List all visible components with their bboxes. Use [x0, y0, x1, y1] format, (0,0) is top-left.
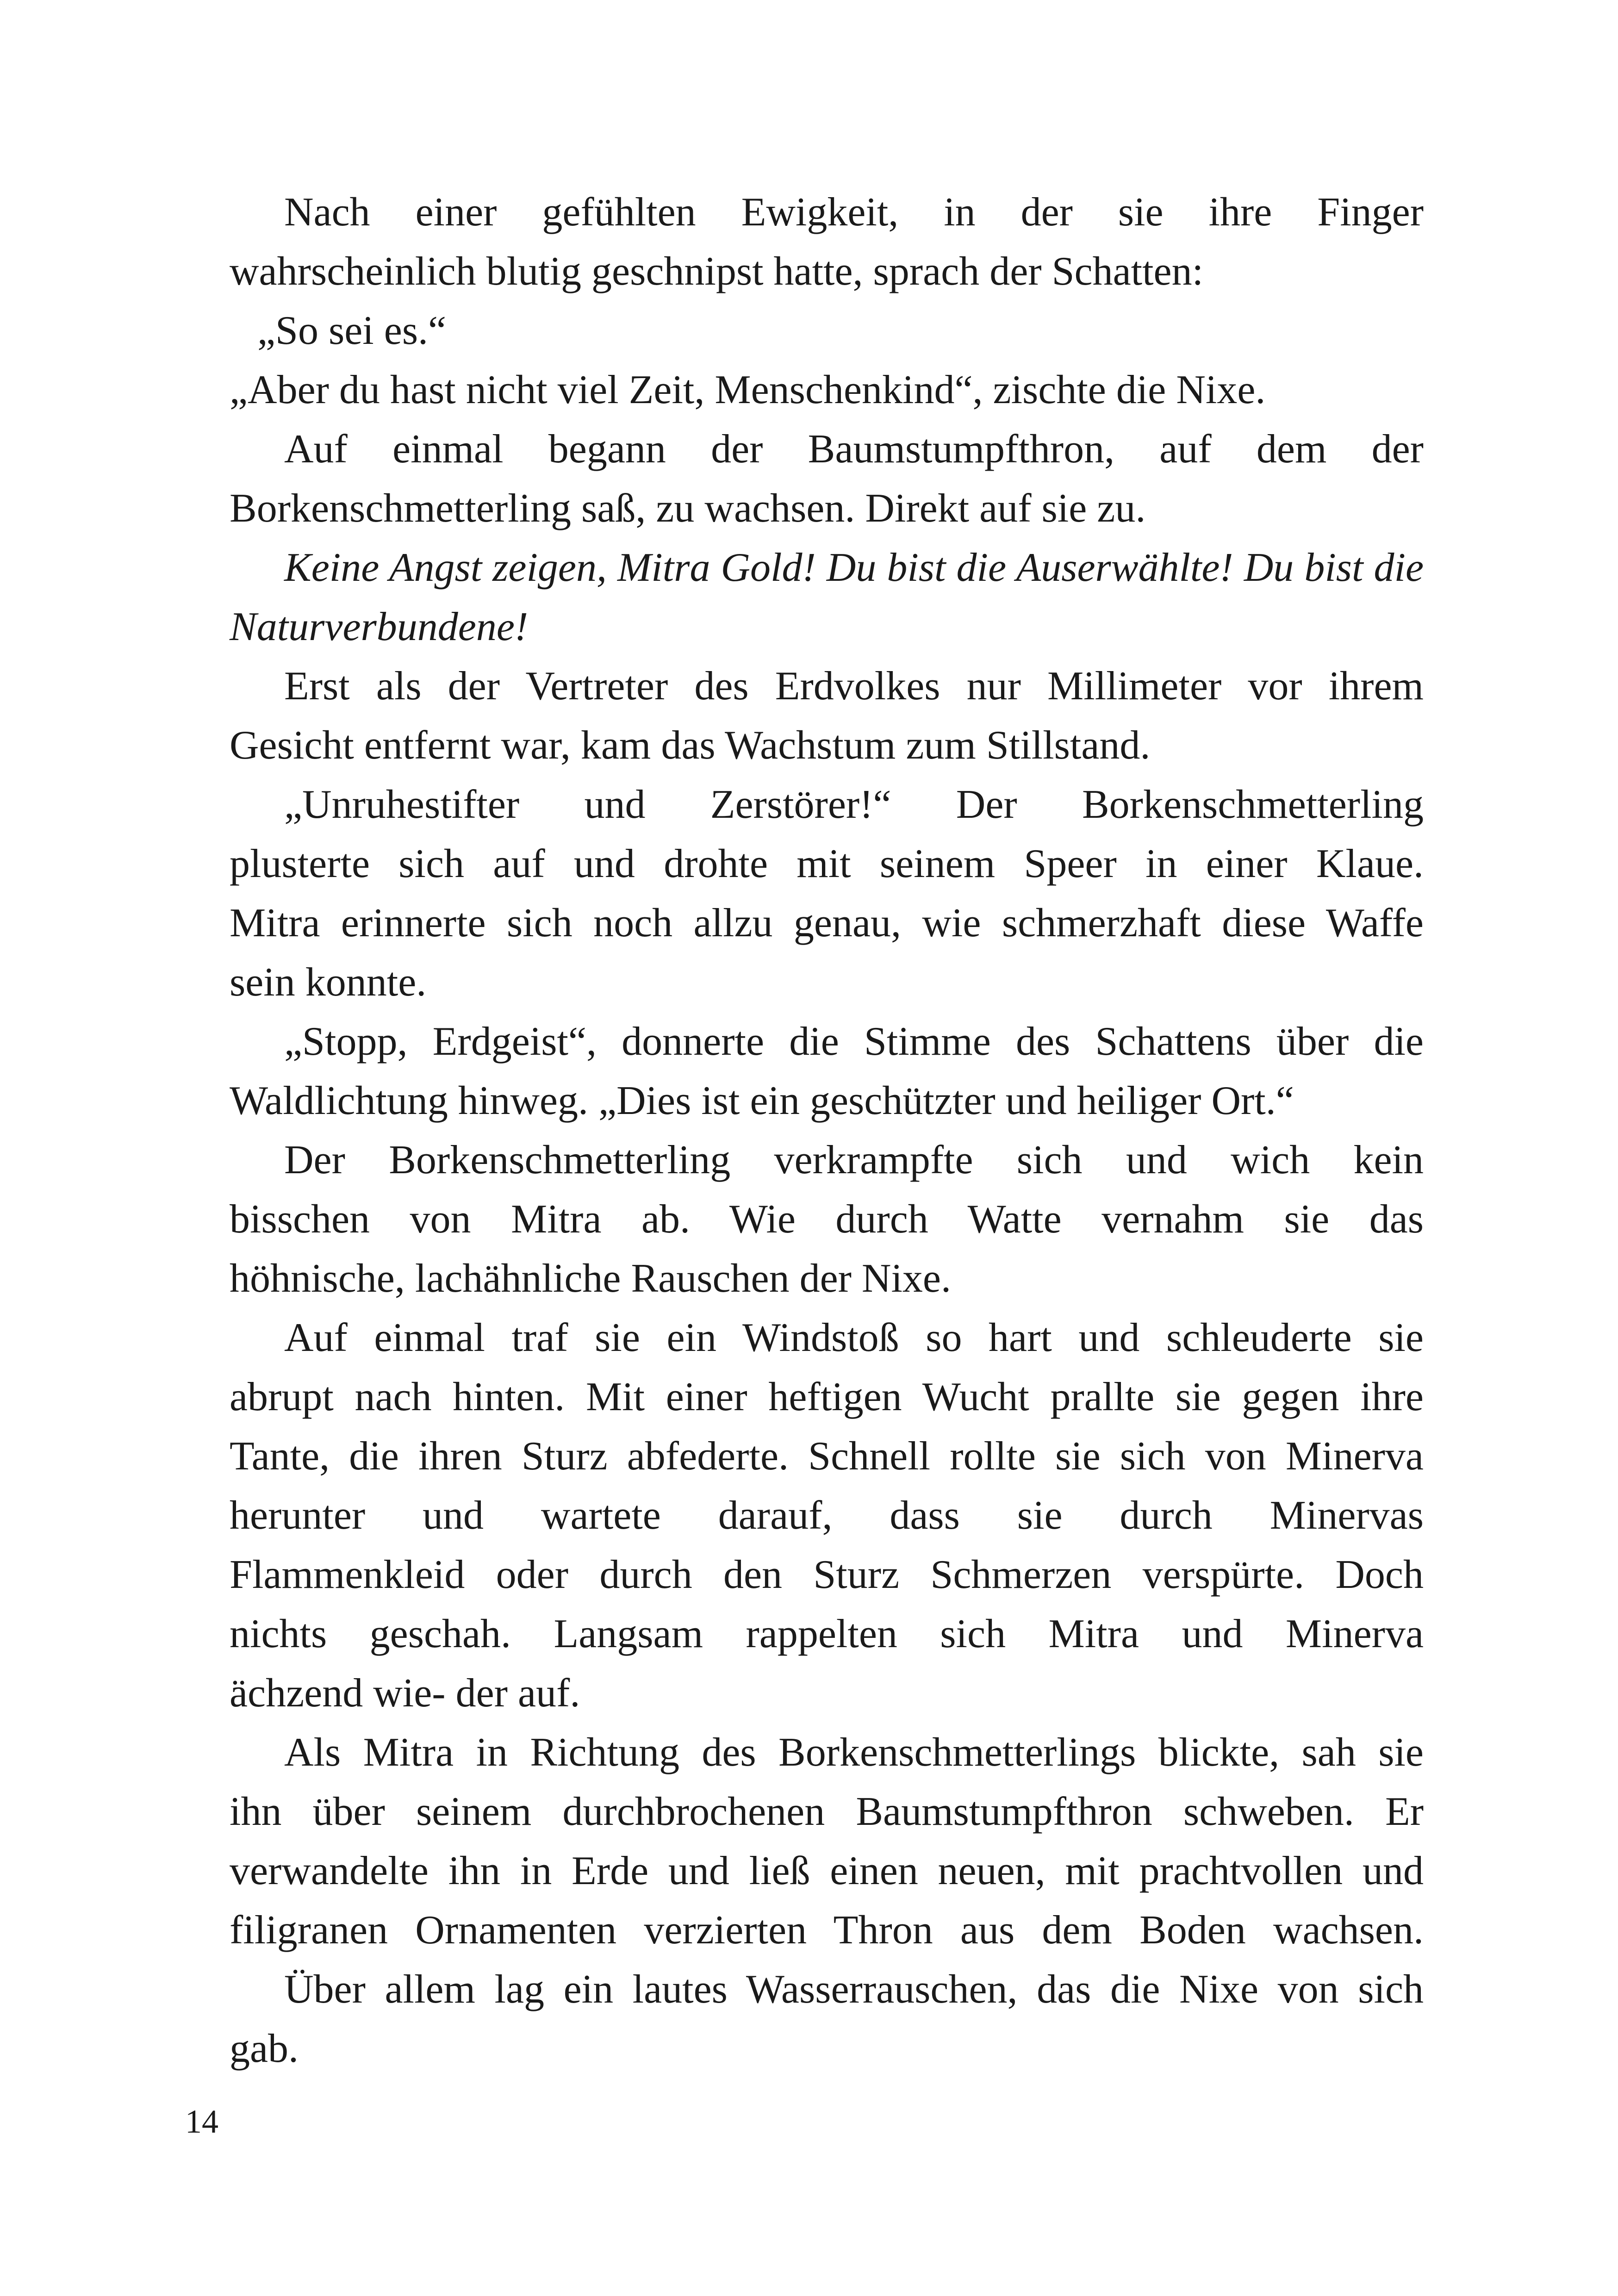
text-line: Flammenkleid oder durch den Sturz Schmerzen verspürte. Doch — [230, 1552, 1424, 1597]
text-line: „Unruhestifter und Zerstörer!“ Der Borkenschmetterling — [284, 782, 1424, 827]
text-line: abrupt nach hinten. Mit einer heftigen Wucht prallte sie gegen ihre — [230, 1375, 1424, 1419]
text-line: nichts geschah. Langsam rappelten sich Mitra und Minerva — [230, 1612, 1424, 1656]
text-line: Über allem lag ein lautes Wasserrauschen, das die Nixe von sich — [284, 1967, 1424, 2012]
text-line: herunter und wartete darauf, dass sie durch Minervas — [230, 1493, 1424, 1538]
text-line: höhnische, lachähnliche Rauschen der Nixe. — [230, 1256, 951, 1301]
text-line-italic: Naturverbundene! — [230, 604, 529, 649]
text-line: Auf einmal traf sie ein Windstoß so hart und schleuderte sie — [284, 1315, 1424, 1360]
text-line: wahrscheinlich blutig geschnipst hatte, sprach der Schatten: — [230, 249, 1204, 294]
text-line: ächzend wie- der auf. — [230, 1671, 580, 1716]
text-line: Borkenschmetterling saß, zu wachsen. Direkt auf sie zu. — [230, 486, 1146, 531]
text-line: „Aber du hast nicht viel Zeit, Menschenkind“, zischte die Nixe. — [230, 367, 1266, 412]
text-line: sein konnte. — [230, 960, 427, 1005]
text-line: gab. — [230, 2026, 299, 2071]
text-line: Als Mitra in Richtung des Borkenschmetterlings blickte, sah sie — [284, 1730, 1424, 1775]
text-line: verwandelte ihn in Erde und ließ einen neuen, mit prachtvollen und — [230, 1848, 1424, 1893]
text-line-italic: Keine Angst zeigen, Mitra Gold! Du bist die Auserwählte! Du bist die — [284, 545, 1424, 590]
text-line: „So sei es.“ — [257, 308, 447, 353]
text-line: Der Borkenschmetterling verkrampfte sich und wich kein — [284, 1138, 1424, 1182]
text-line: Auf einmal begann der Baumstumpfthron, auf dem der — [284, 427, 1424, 472]
text-line: Erst als der Vertreter des Erdvolkes nur Millimeter vor ihrem — [284, 664, 1424, 709]
text-line: Nach einer gefühlten Ewigkeit, in der sie ihre Finger — [284, 190, 1424, 235]
text-line: filigranen Ornamenten verzierten Thron aus dem Boden wachsen. — [230, 1908, 1424, 1953]
text-line: ihn über seinem durchbrochenen Baumstumpfthron schweben. Er — [230, 1789, 1424, 1834]
text-line: Mitra erinnerte sich noch allzu genau, wie schmerzhaft diese Waffe — [230, 901, 1424, 946]
text-line: plusterte sich auf und drohte mit seinem Speer in einer Klaue. — [230, 841, 1424, 886]
page-number: 14 — [185, 2103, 218, 2140]
text-line: Gesicht entfernt war, kam das Wachstum zum Stillstand. — [230, 723, 1151, 768]
text-line: „Stopp, Erdgeist“, donnerte die Stimme des Schattens über die — [284, 1019, 1424, 1064]
text-line: bisschen von Mitra ab. Wie durch Watte vernahm sie das — [230, 1197, 1424, 1242]
text-line: Tante, die ihren Sturz abfederte. Schnell rollte sie sich von Minerva — [230, 1434, 1424, 1479]
text-line: Waldlichtung hinweg. „Dies ist ein geschützter und heiliger Ort.“ — [230, 1078, 1294, 1123]
